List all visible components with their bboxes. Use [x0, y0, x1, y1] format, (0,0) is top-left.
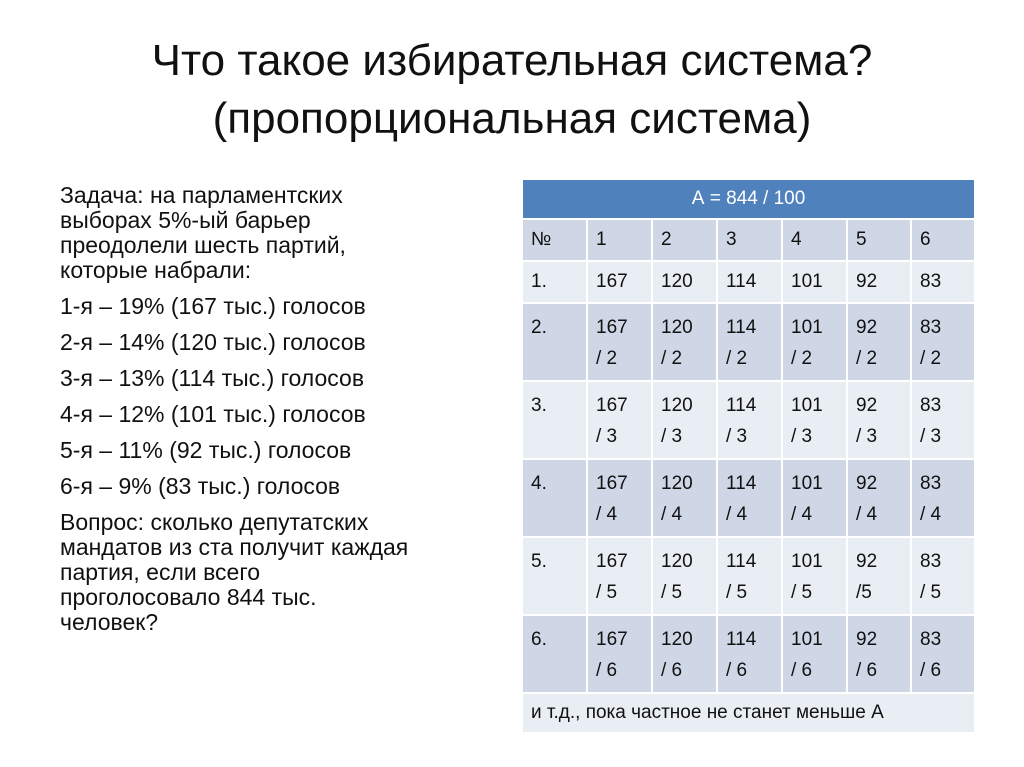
table-cell — [847, 303, 911, 381]
table-cell — [782, 459, 847, 537]
cell-votes: 83 — [920, 629, 942, 650]
task-question — [60, 510, 510, 635]
cell-divisor: / 5 — [920, 582, 942, 603]
table-cell — [911, 459, 975, 537]
table-footer: и т.д., пока частное не станет меньше А — [522, 693, 975, 733]
cell-divisor: / 6 — [661, 660, 683, 681]
task-question-line: мандатов из ста получит каждая — [60, 534, 409, 560]
party-result: 1-я – 19% (167 тыс.) голосов — [60, 293, 366, 319]
cell-votes: 120 — [661, 395, 693, 416]
task-intro-line: преодолели шесть партий, — [60, 232, 346, 258]
table-body — [522, 219, 975, 693]
cell-votes: 120 — [661, 317, 693, 338]
table-cell — [847, 381, 911, 459]
cell-votes: 92 — [856, 473, 878, 494]
cell-votes: 92 — [856, 317, 878, 338]
cell-divisor: / 3 — [920, 426, 942, 447]
table-cell — [652, 615, 717, 693]
cell-votes: 101 — [791, 317, 823, 338]
cell-divisor: / 5 — [791, 582, 813, 603]
table-cell — [717, 303, 782, 381]
table-cell — [717, 537, 782, 615]
slide-title — [0, 32, 1024, 148]
cell-votes: 92 — [856, 551, 878, 572]
cell-divisor: / 4 — [920, 504, 942, 525]
cell-divisor: / 2 — [661, 348, 683, 369]
table-cell — [911, 303, 975, 381]
table-cell — [847, 537, 911, 615]
cell-divisor: / 2 — [791, 348, 813, 369]
cell-divisor: / 2 — [856, 348, 878, 369]
table-row — [522, 261, 975, 303]
cell-votes: 120 — [661, 551, 693, 572]
table-cell — [782, 381, 847, 459]
table-cell — [587, 537, 652, 615]
table-cell — [911, 615, 975, 693]
cell-votes: 114 — [726, 473, 757, 494]
task-question-line: человек? — [60, 609, 159, 635]
slide-title-line-2: (пропорциональная система) — [212, 94, 812, 143]
quota-table — [521, 178, 976, 734]
cell-divisor: / 3 — [856, 426, 878, 447]
cell-divisor: / 4 — [856, 504, 878, 525]
cell-votes: 83 — [920, 395, 942, 416]
row-number: 5. — [522, 537, 587, 615]
task-question-line: проголосовало 844 тыс. — [60, 584, 317, 610]
table-cell — [782, 303, 847, 381]
cell-votes: 167 — [596, 395, 628, 416]
table-cell — [587, 459, 652, 537]
cell-divisor: / 3 — [596, 426, 618, 447]
table-row — [522, 459, 975, 537]
table-cell — [911, 537, 975, 615]
cell-divisor: / 5 — [726, 582, 748, 603]
cell-divisor: / 4 — [661, 504, 683, 525]
task-intro-line: которые набрали: — [60, 257, 252, 283]
column-header: 1 — [587, 219, 652, 261]
table-cell — [717, 615, 782, 693]
table-cell — [652, 381, 717, 459]
table-cell — [652, 459, 717, 537]
table-cell — [782, 615, 847, 693]
cell-divisor: / 2 — [920, 348, 942, 369]
column-header: 5 — [847, 219, 911, 261]
table-cell — [652, 303, 717, 381]
cell-votes: 83 — [920, 473, 942, 494]
cell-votes: 167 — [596, 551, 628, 572]
cell-divisor: / 6 — [791, 660, 813, 681]
table-cell: 167 — [587, 261, 652, 303]
cell-votes: 83 — [920, 551, 942, 572]
party-result: 3-я – 13% (114 тыс.) голосов — [60, 365, 365, 391]
slide-title-line-1: Что такое избирательная система? — [151, 36, 873, 85]
table-cell — [652, 537, 717, 615]
table-cell: 101 — [782, 261, 847, 303]
cell-divisor: / 6 — [596, 660, 618, 681]
table-row — [522, 537, 975, 615]
row-number: 3. — [522, 381, 587, 459]
table-cell: 83 — [911, 261, 975, 303]
cell-votes: 114 — [726, 317, 757, 338]
table-cell: 92 — [847, 261, 911, 303]
cell-votes: 120 — [661, 473, 693, 494]
cell-divisor: / 6 — [726, 660, 748, 681]
cell-divisor: / 3 — [791, 426, 813, 447]
column-header: № — [522, 219, 587, 261]
cell-divisor: / 4 — [726, 504, 748, 525]
column-header: 3 — [717, 219, 782, 261]
cell-votes: 92 — [856, 629, 878, 650]
cell-divisor: / 6 — [920, 660, 942, 681]
cell-votes: 114 — [726, 395, 757, 416]
task-question-line: партия, если всего — [60, 559, 261, 585]
cell-votes: 83 — [920, 317, 942, 338]
cell-votes: 114 — [726, 629, 757, 650]
row-number: 2. — [522, 303, 587, 381]
table-cell — [782, 537, 847, 615]
row-number: 6. — [522, 615, 587, 693]
task-intro — [60, 183, 510, 283]
party-result: 5-я – 11% (92 тыс.) голосов — [60, 437, 352, 463]
cell-divisor: /5 — [856, 582, 872, 603]
table-cell — [587, 381, 652, 459]
table-row — [522, 381, 975, 459]
table-header: А = 844 / 100 — [522, 179, 975, 219]
party-result: 6-я – 9% (83 тыс.) голосов — [60, 473, 341, 499]
cell-divisor: / 2 — [726, 348, 748, 369]
row-number: 4. — [522, 459, 587, 537]
table-cell — [717, 459, 782, 537]
row-number: 1. — [522, 261, 587, 303]
cell-divisor: / 3 — [726, 426, 748, 447]
party-result: 4-я – 12% (101 тыс.) голосов — [60, 401, 366, 427]
table-footer-row — [522, 693, 975, 733]
table-cell — [587, 303, 652, 381]
table-cell: 120 — [652, 261, 717, 303]
task-question-line: Вопрос: сколько депутатских — [60, 509, 369, 535]
task-intro-line: Задача: на парламентских — [60, 182, 343, 208]
cell-votes: 167 — [596, 473, 628, 494]
cell-votes: 101 — [791, 473, 823, 494]
column-header: 2 — [652, 219, 717, 261]
cell-votes: 101 — [791, 395, 823, 416]
cell-votes: 114 — [726, 551, 757, 572]
cell-divisor: / 2 — [596, 348, 618, 369]
table-cell — [911, 381, 975, 459]
task-intro-line: выборах 5%-ый барьер — [60, 207, 311, 233]
cell-votes: 101 — [791, 629, 823, 650]
column-header-row — [522, 219, 975, 261]
cell-divisor: / 6 — [856, 660, 878, 681]
cell-divisor: / 4 — [596, 504, 618, 525]
cell-votes: 167 — [596, 317, 628, 338]
column-header: 4 — [782, 219, 847, 261]
cell-divisor: / 5 — [596, 582, 618, 603]
cell-divisor: / 4 — [791, 504, 813, 525]
table-cell — [717, 381, 782, 459]
party-result: 2-я – 14% (120 тыс.) голосов — [60, 329, 366, 355]
cell-votes: 120 — [661, 629, 693, 650]
table-cell — [847, 459, 911, 537]
cell-divisor: / 3 — [661, 426, 683, 447]
table-row — [522, 303, 975, 381]
task-text — [60, 183, 510, 646]
cell-votes: 167 — [596, 629, 628, 650]
table-row — [522, 615, 975, 693]
cell-votes: 101 — [791, 551, 823, 572]
table-cell — [847, 615, 911, 693]
cell-divisor: / 5 — [661, 582, 683, 603]
table-cell — [587, 615, 652, 693]
column-header: 6 — [911, 219, 975, 261]
cell-votes: 92 — [856, 395, 878, 416]
table-cell: 114 — [717, 261, 782, 303]
